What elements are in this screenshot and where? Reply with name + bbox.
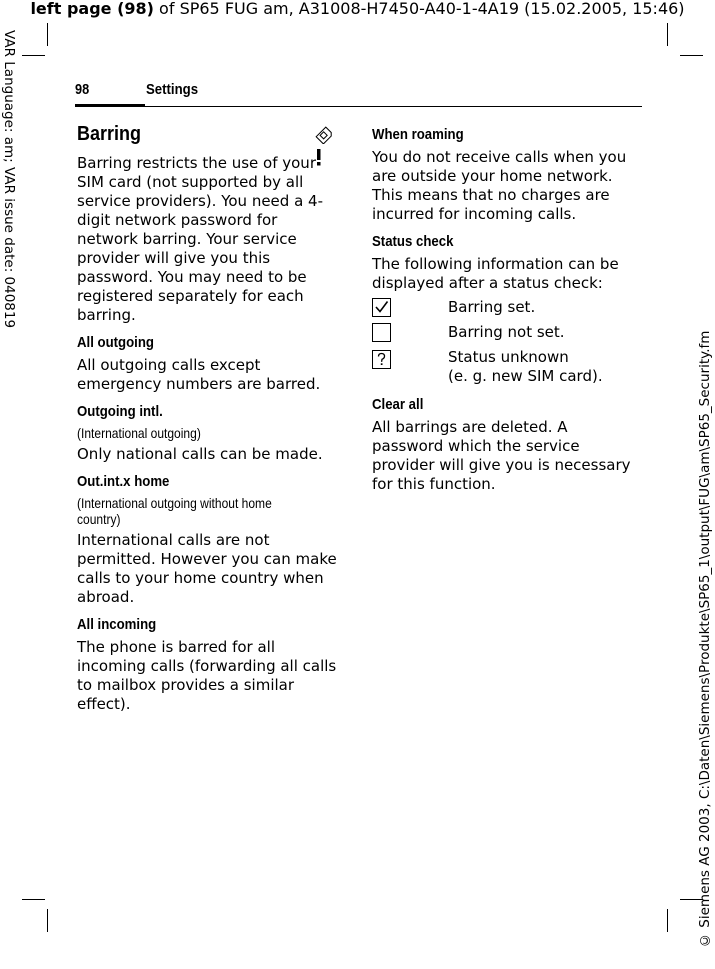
item-note: (International outgoing without home country)	[77, 495, 272, 527]
question-box-icon	[372, 350, 391, 369]
section-name: Settings	[146, 81, 199, 98]
exclamation-icon	[315, 148, 323, 166]
crop-mark	[47, 909, 48, 932]
status-label: Barring set.	[448, 298, 536, 316]
crop-mark	[47, 23, 48, 46]
status-check-heading: Status check	[372, 233, 454, 250]
print-header	[0, 0, 715, 18]
item-text: All outgoing calls except emergency numbers are barred.	[77, 356, 321, 393]
crop-mark	[22, 899, 45, 900]
crop-mark	[667, 909, 668, 932]
status-label: Status unknown	[448, 348, 569, 366]
roaming-text: You do not receive calls when you are outside your home network. This means that no charges are incurred for incoming calls.	[372, 148, 627, 223]
print-header-page: left page (98)	[30, 0, 154, 18]
status-row	[372, 322, 640, 347]
title-icons	[315, 126, 345, 170]
item-heading: Outgoing intl.	[77, 403, 163, 420]
header-rule	[75, 106, 642, 107]
side-note-language: VAR Language: am; VAR issue date: 040819	[1, 30, 17, 329]
section-title: Barring	[77, 123, 142, 145]
checked-box-icon	[372, 298, 391, 317]
item-note: (International outgoing)	[77, 425, 201, 441]
status-row	[372, 347, 640, 387]
clear-all-heading: Clear all	[372, 396, 424, 413]
crop-mark	[667, 23, 668, 46]
sim-card-icon	[315, 126, 333, 144]
item-heading: Out.int.x home	[77, 473, 170, 490]
status-label: Barring not set.	[448, 323, 565, 341]
clear-all-text: All barrings are deleted. A password which the service provider will give you is necessary for this function.	[372, 418, 631, 493]
item-text: Only national calls can be made.	[77, 445, 323, 463]
side-note-copyright: © Siemens AG 2003, C:\Daten\Siemens\Produkte\SP65_1\output\FUG\am\SP65_Security.fm	[697, 330, 713, 948]
print-header-info: of SP65 FUG am, A31008-H7450-A40-1-4A19 (15.02.2005, 15:46)	[153, 0, 685, 18]
item-text: The phone is barred for all incoming calls (forwarding all calls to mailbox provides a similar effect).	[77, 638, 337, 713]
item-text: International calls are not permitted. However you can make calls to your home country when abroad.	[77, 531, 337, 606]
crop-mark	[680, 55, 703, 56]
status-row	[372, 297, 640, 322]
right-column	[372, 124, 640, 494]
item-heading: All incoming	[77, 616, 157, 633]
roaming-heading: When roaming	[372, 126, 464, 143]
crop-mark	[22, 55, 45, 56]
left-column	[77, 122, 345, 714]
item-heading: All outgoing	[77, 334, 154, 351]
status-check-text: The following information can be displayed after a status check:	[372, 255, 619, 292]
status-label-detail: (e. g. new SIM card).	[448, 367, 603, 385]
intro-paragraph: Barring restricts the use of your SIM card (not supported by all service providers). You need a 4-digit network password for network barring. Your service provider will give you this password. You may need to be registered separately for each barring.	[77, 154, 323, 324]
page-number: 98	[75, 81, 90, 98]
empty-box-icon	[372, 323, 391, 342]
